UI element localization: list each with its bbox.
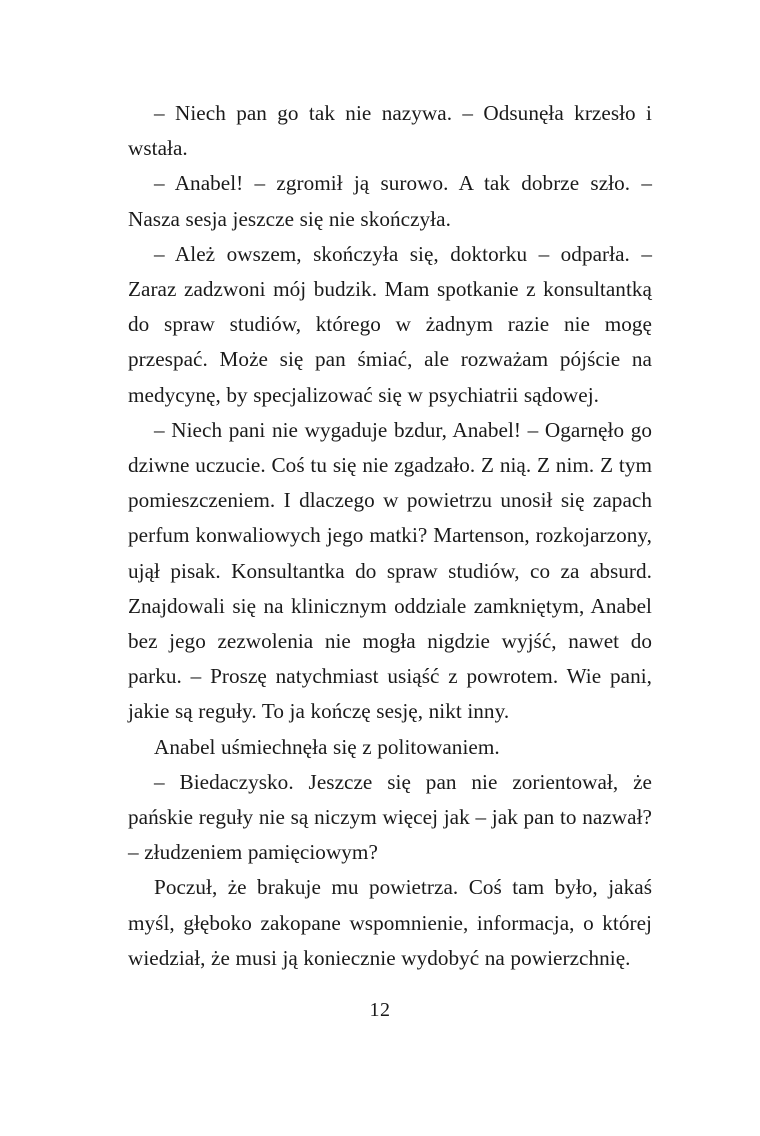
paragraph: Poczuł, że brakuje mu powietrza. Coś tam było, jakaś myśl, głęboko zakopane wspomnienie, informacja, o której wiedział, że musi ją koniecznie wydobyć na powierzchnię. xyxy=(128,875,652,970)
paragraph: – Ależ owszem, skończyła się, doktorku – odparła. – Zaraz zadzwoni mój budzik. Mam spotkanie z konsultantką do spraw studiów, którego w żadnym razie nie mogę przespać. Może się pan śmiać, ale rozważam pójście na medycynę, by specjalizować się w psychiatrii sądowej. xyxy=(128,241,652,407)
paragraph: – Niech pan go tak nie nazywa. – Odsunęła krzesło i wstała. xyxy=(128,101,652,161)
paragraph: Anabel uśmiechnęła się z politowaniem. xyxy=(154,734,500,759)
page-number: 12 xyxy=(369,999,391,1021)
paragraph: – Anabel! – zgromił ją surowo. A tak dobrze szło. – Nasza sesja jeszcze się nie skończyła. xyxy=(128,171,652,231)
paragraph: – Niech pani nie wygaduje bzdur, Anabel! – Ogarnęło go dziwne uczucie. Coś tu się nie zgadzało. Z nią. Z nim. Z tym pomieszczeniem. I dlaczego w powietrzu unosił się zapach perfum konwaliowych jego matki? Martenson, rozkojarzony, ujął pisak. Konsultantka do spraw studiów, co za absurd. Znajdowali się na klinicznym oddziale zamkniętym, Anabel bez jego zezwolenia nie mogła nigdzie wyjść, nawet do parku. – Proszę natychmiast usiąść z powrotem. Wie pani, jakie są reguły. To ja kończę sesję, nikt inny. xyxy=(128,417,652,724)
paragraph: – Biedaczysko. Jeszcze się pan nie zorientował, że pańskie reguły nie są niczym więcej jak – jak pan to nazwał? – złudzeniem pamięciowym? xyxy=(128,769,652,865)
body-text-block xyxy=(128,96,652,976)
